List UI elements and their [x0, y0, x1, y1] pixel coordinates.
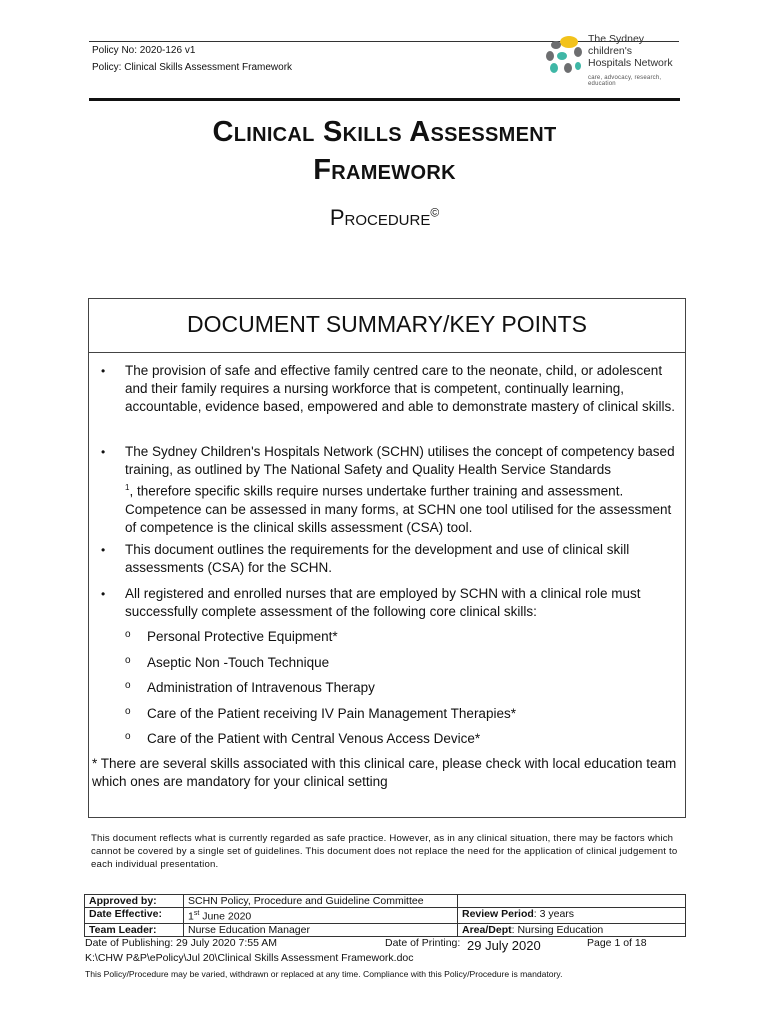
- bullet-text: All registered and enrolled nurses that are employed by SCHN with a clinical role must successfully complete assessment of the following core clinical skills:: [125, 586, 641, 619]
- approved-by-value: SCHN Policy, Procedure and Guideline Committee: [184, 895, 458, 908]
- bullet-text: The provision of safe and effective family centred care to the neonate, child, or adolescent and their family requires a nursing workforce that is competent, continually learning, accountable, evidence based, empowered and able to demonstrate mastery of clinical skills.: [125, 363, 676, 414]
- sub-bullet-icon: o: [125, 629, 131, 640]
- date-effective-label: Date Effective:: [85, 908, 184, 924]
- sub-bullet-icon: o: [125, 706, 131, 717]
- bullet-icon: •: [101, 587, 106, 601]
- bullet-text-block: [125, 443, 685, 537]
- date-of-printing-value: 29 July 2020: [467, 938, 541, 953]
- document-subtitle: [89, 205, 680, 231]
- summary-header: [89, 299, 685, 353]
- table-row: [85, 895, 686, 908]
- schn-logo: [540, 30, 685, 90]
- document-title-line-1: Clinical Skills Assessment: [212, 116, 557, 148]
- review-period-value: : 3 years: [533, 908, 575, 920]
- policy-name: Policy: Clinical Skills Assessment Framework: [92, 62, 293, 73]
- skill-label: Administration of Intravenous Therapy: [147, 680, 375, 695]
- clinical-disclaimer: This document reflects what is currently regarded as safe practice. However, as in any clinical situation, there may be factors which cannot be covered by a single set of guidelines. This document does not replace the need for the application of clinical judgement to each individual presentation.: [91, 833, 678, 870]
- sub-bullet-icon: o: [125, 731, 131, 742]
- date-effective-value: [184, 908, 458, 924]
- date-of-publishing: Date of Publishing: 29 July 2020 7:55 AM: [85, 937, 278, 949]
- skill-label: Personal Protective Equipment*: [147, 629, 338, 644]
- bullet-icon: •: [101, 445, 106, 459]
- approved-by-label: Approved by:: [85, 895, 184, 908]
- area-cell: [458, 923, 686, 936]
- logo-tagline: care, advocacy, research, education: [588, 75, 662, 87]
- copyright-mark: ©: [430, 205, 440, 220]
- table-row: [85, 908, 686, 924]
- file-path: K:\CHW P&P\ePolicy\Jul 20\Clinical Skills Assessment Framework.doc: [85, 952, 414, 964]
- logo-line-2: children's: [588, 45, 633, 57]
- summary-box: [88, 298, 686, 818]
- footnote-ref: 1: [125, 483, 130, 492]
- area-value: : Nursing Education: [511, 923, 604, 936]
- document-title-line-2: Framework: [313, 154, 456, 186]
- team-leader-label: Team Leader:: [85, 923, 184, 936]
- logo-line-3: Hospitals Network: [588, 57, 673, 69]
- sub-bullet-icon: o: [125, 655, 131, 666]
- bullet-text-continued: , therefore specific skills require nurses undertake further training and assessment. Competence can be assessed in many forms, at SCHN one tool utilised for the assessment of competence is the clinical skills assessment (CSA) tool.: [125, 483, 672, 535]
- bullet-icon: •: [101, 364, 106, 378]
- subtitle-text: Procedure: [329, 205, 431, 230]
- date-effective-day: 1: [188, 910, 194, 923]
- mandatory-note: * There are several skills associated with this clinical care, please check with local education team which ones are mandatory for your clinical setting: [92, 756, 677, 789]
- review-period-label: Review Period: [462, 908, 534, 920]
- skill-label: Aseptic Non -Touch Technique: [147, 655, 330, 670]
- bullet-text: The Sydney Children's Hospitals Network (SCHN) utilises the concept of competency based training, as outlined by The National Safety and Quality Health Service Standards: [125, 444, 675, 477]
- page-number: Page 1 of 18: [587, 937, 647, 949]
- policy-meta-table: [84, 894, 686, 937]
- table-row: [85, 923, 686, 936]
- date-effective-rest: June 2020: [199, 910, 252, 923]
- bullet-text: This document outlines the requirements for the development and use of clinical skill assessments (CSA) for the SCHN.: [125, 542, 630, 575]
- skill-label: Care of the Patient receiving IV Pain Management Therapies*: [147, 706, 516, 721]
- date-of-printing-label: Date of Printing:: [385, 937, 461, 949]
- summary-heading: DOCUMENT SUMMARY/KEY POINTS: [186, 311, 587, 337]
- empty-cell: [458, 895, 686, 908]
- header-bottom-rule: [89, 98, 680, 101]
- review-period-cell: [458, 908, 686, 924]
- compliance-notice: This Policy/Procedure may be varied, withdrawn or replaced at any time. Compliance with this Policy/Procedure is mandatory.: [85, 969, 563, 979]
- team-leader-value: Nurse Education Manager: [184, 923, 458, 936]
- skill-label: Care of the Patient with Central Venous Access Device*: [147, 731, 481, 746]
- policy-number: Policy No: 2020-126 v1: [92, 45, 196, 56]
- logo-leaves-icon: [540, 34, 592, 84]
- sub-bullet-icon: o: [125, 680, 131, 691]
- logo-line-1: The Sydney: [588, 33, 645, 45]
- bullet-icon: •: [101, 543, 106, 557]
- date-effective-suffix: st: [193, 910, 200, 917]
- area-label: Area/Dept: [462, 923, 512, 936]
